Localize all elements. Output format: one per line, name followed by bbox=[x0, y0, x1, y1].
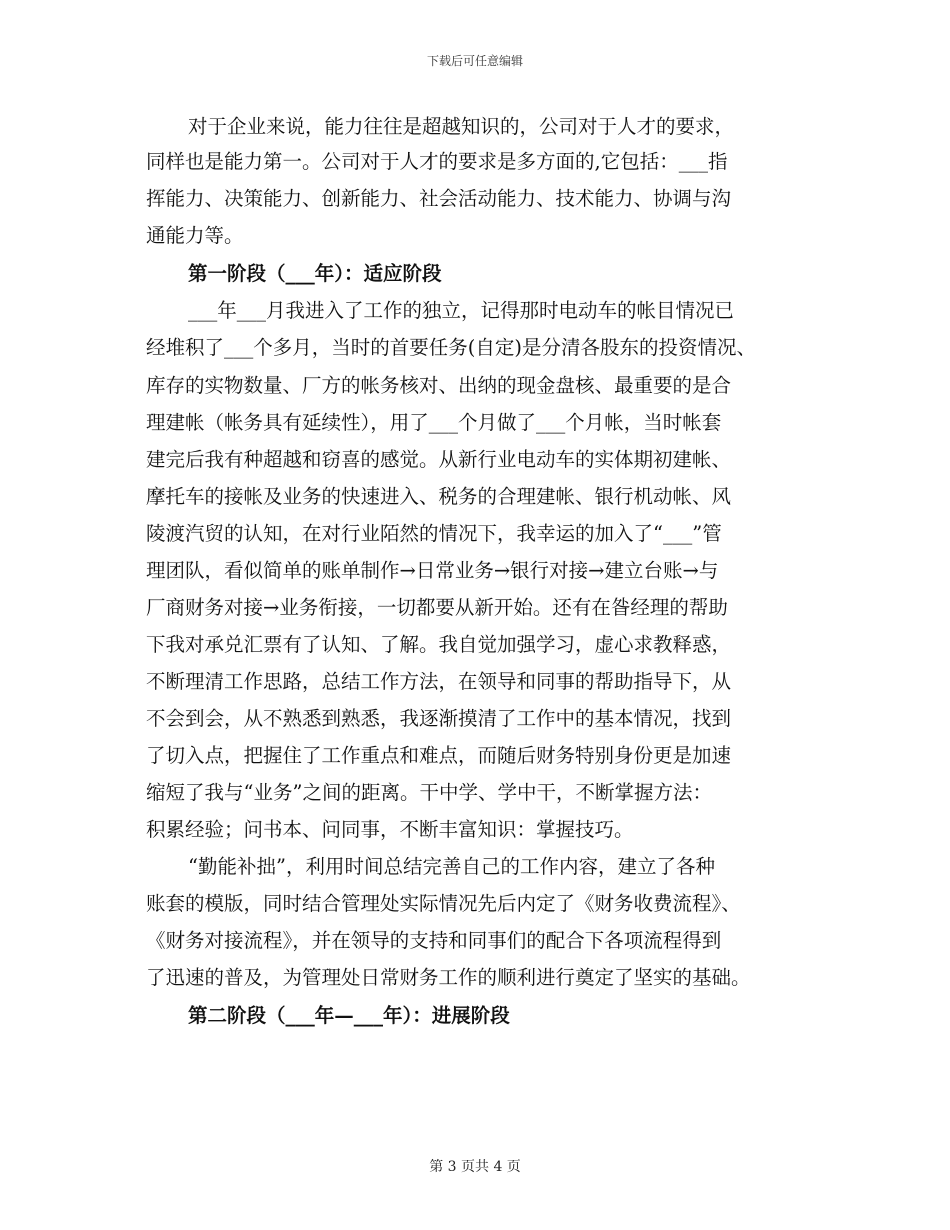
paragraph-line: 《财务对接流程》，并在领导的支持和同事们的配合下各项流程得到 bbox=[146, 929, 722, 952]
paragraph-line: ___年___月我进入了工作的独立，记得那时电动车的帐目情况已 bbox=[188, 299, 735, 322]
paragraph-line: 同样也是能力第一。公司对于人才的要求是多方面的,它包括：___指 bbox=[146, 150, 728, 173]
paragraph-line: 下我对承兑汇票有了认知、了解。我自觉加强学习，虚心求教释惑， bbox=[146, 633, 732, 656]
paragraph-line: 厂商财务对接→业务衔接，一切都要从新开始。还有在昝经理的帮助 bbox=[146, 596, 728, 619]
paragraph-line: 不会到会，从不熟悉到熟悉，我逐渐摸清了工作中的基本情况，找到 bbox=[146, 707, 732, 730]
paragraph-line: 通能力等。 bbox=[146, 224, 244, 247]
paragraph-line: 摩托车的接帐及业务的快速进入、税务的合理建帐、银行机动帐、风 bbox=[146, 485, 732, 508]
paragraph-line: 了切入点，把握住了工作重点和难点，而随后财务特别身份更是加速 bbox=[146, 744, 732, 767]
paragraph-line: 积累经验；问书本、问同事，不断丰富知识：掌握技巧。 bbox=[146, 818, 634, 841]
paragraph-line: 陵渡汽贸的认知，在对行业陌然的情况下，我幸运的加入了“___”管 bbox=[146, 522, 722, 545]
page-number-footer: 第 3 页共 4 页 bbox=[429, 1159, 521, 1175]
section-heading-stage-one: 第一阶段（___年）：适应阶段 bbox=[188, 262, 442, 285]
paragraph-line: 库存的实物数量、厂方的帐务核对、出纳的现金盘核、最重要的是合 bbox=[146, 374, 732, 397]
paragraph-line: 建完后我有种超越和窃喜的感觉。从新行业电动车的实体期初建帐、 bbox=[146, 448, 732, 471]
paragraph-line: 理建帐（帐务具有延续性），用了___个月做了___个月帐，当时帐套 bbox=[146, 411, 722, 434]
paragraph-line: 挥能力、决策能力、创新能力、社会活动能力、技术能力、协调与沟 bbox=[146, 187, 732, 210]
paragraph-line: 了迅速的普及，为管理处日常财务工作的顺利进行奠定了坚实的基础。 bbox=[146, 966, 751, 989]
page-header: 下载后可任意编辑 bbox=[426, 54, 523, 68]
paragraph-line: 不断理清工作思路，总结工作方法，在领导和同事的帮助指导下，从 bbox=[146, 670, 732, 693]
section-heading-stage-two: 第二阶段（___年—___年）：进展阶段 bbox=[188, 1004, 510, 1027]
paragraph-line: “勤能补拙”，利用时间总结完善自己的工作内容，建立了各种 bbox=[188, 855, 715, 878]
paragraph-line: 经堆积了___个多月，当时的首要任务(自定)是分清各股东的投资情况、 bbox=[146, 336, 756, 359]
paragraph-line: 缩短了我与“业务”之间的距离。干中学、学中干，不断掌握方法： bbox=[146, 781, 712, 804]
paragraph-line: 对于企业来说，能力往往是超越知识的，公司对于人才的要求， bbox=[188, 115, 735, 138]
paragraph-line: 账套的模版，同时结合管理处实际情况先后内定了《财务收费流程》、 bbox=[146, 892, 741, 915]
paragraph-line: 理团队，看似简单的账单制作→日常业务→银行对接→建立台账→与 bbox=[146, 559, 719, 582]
